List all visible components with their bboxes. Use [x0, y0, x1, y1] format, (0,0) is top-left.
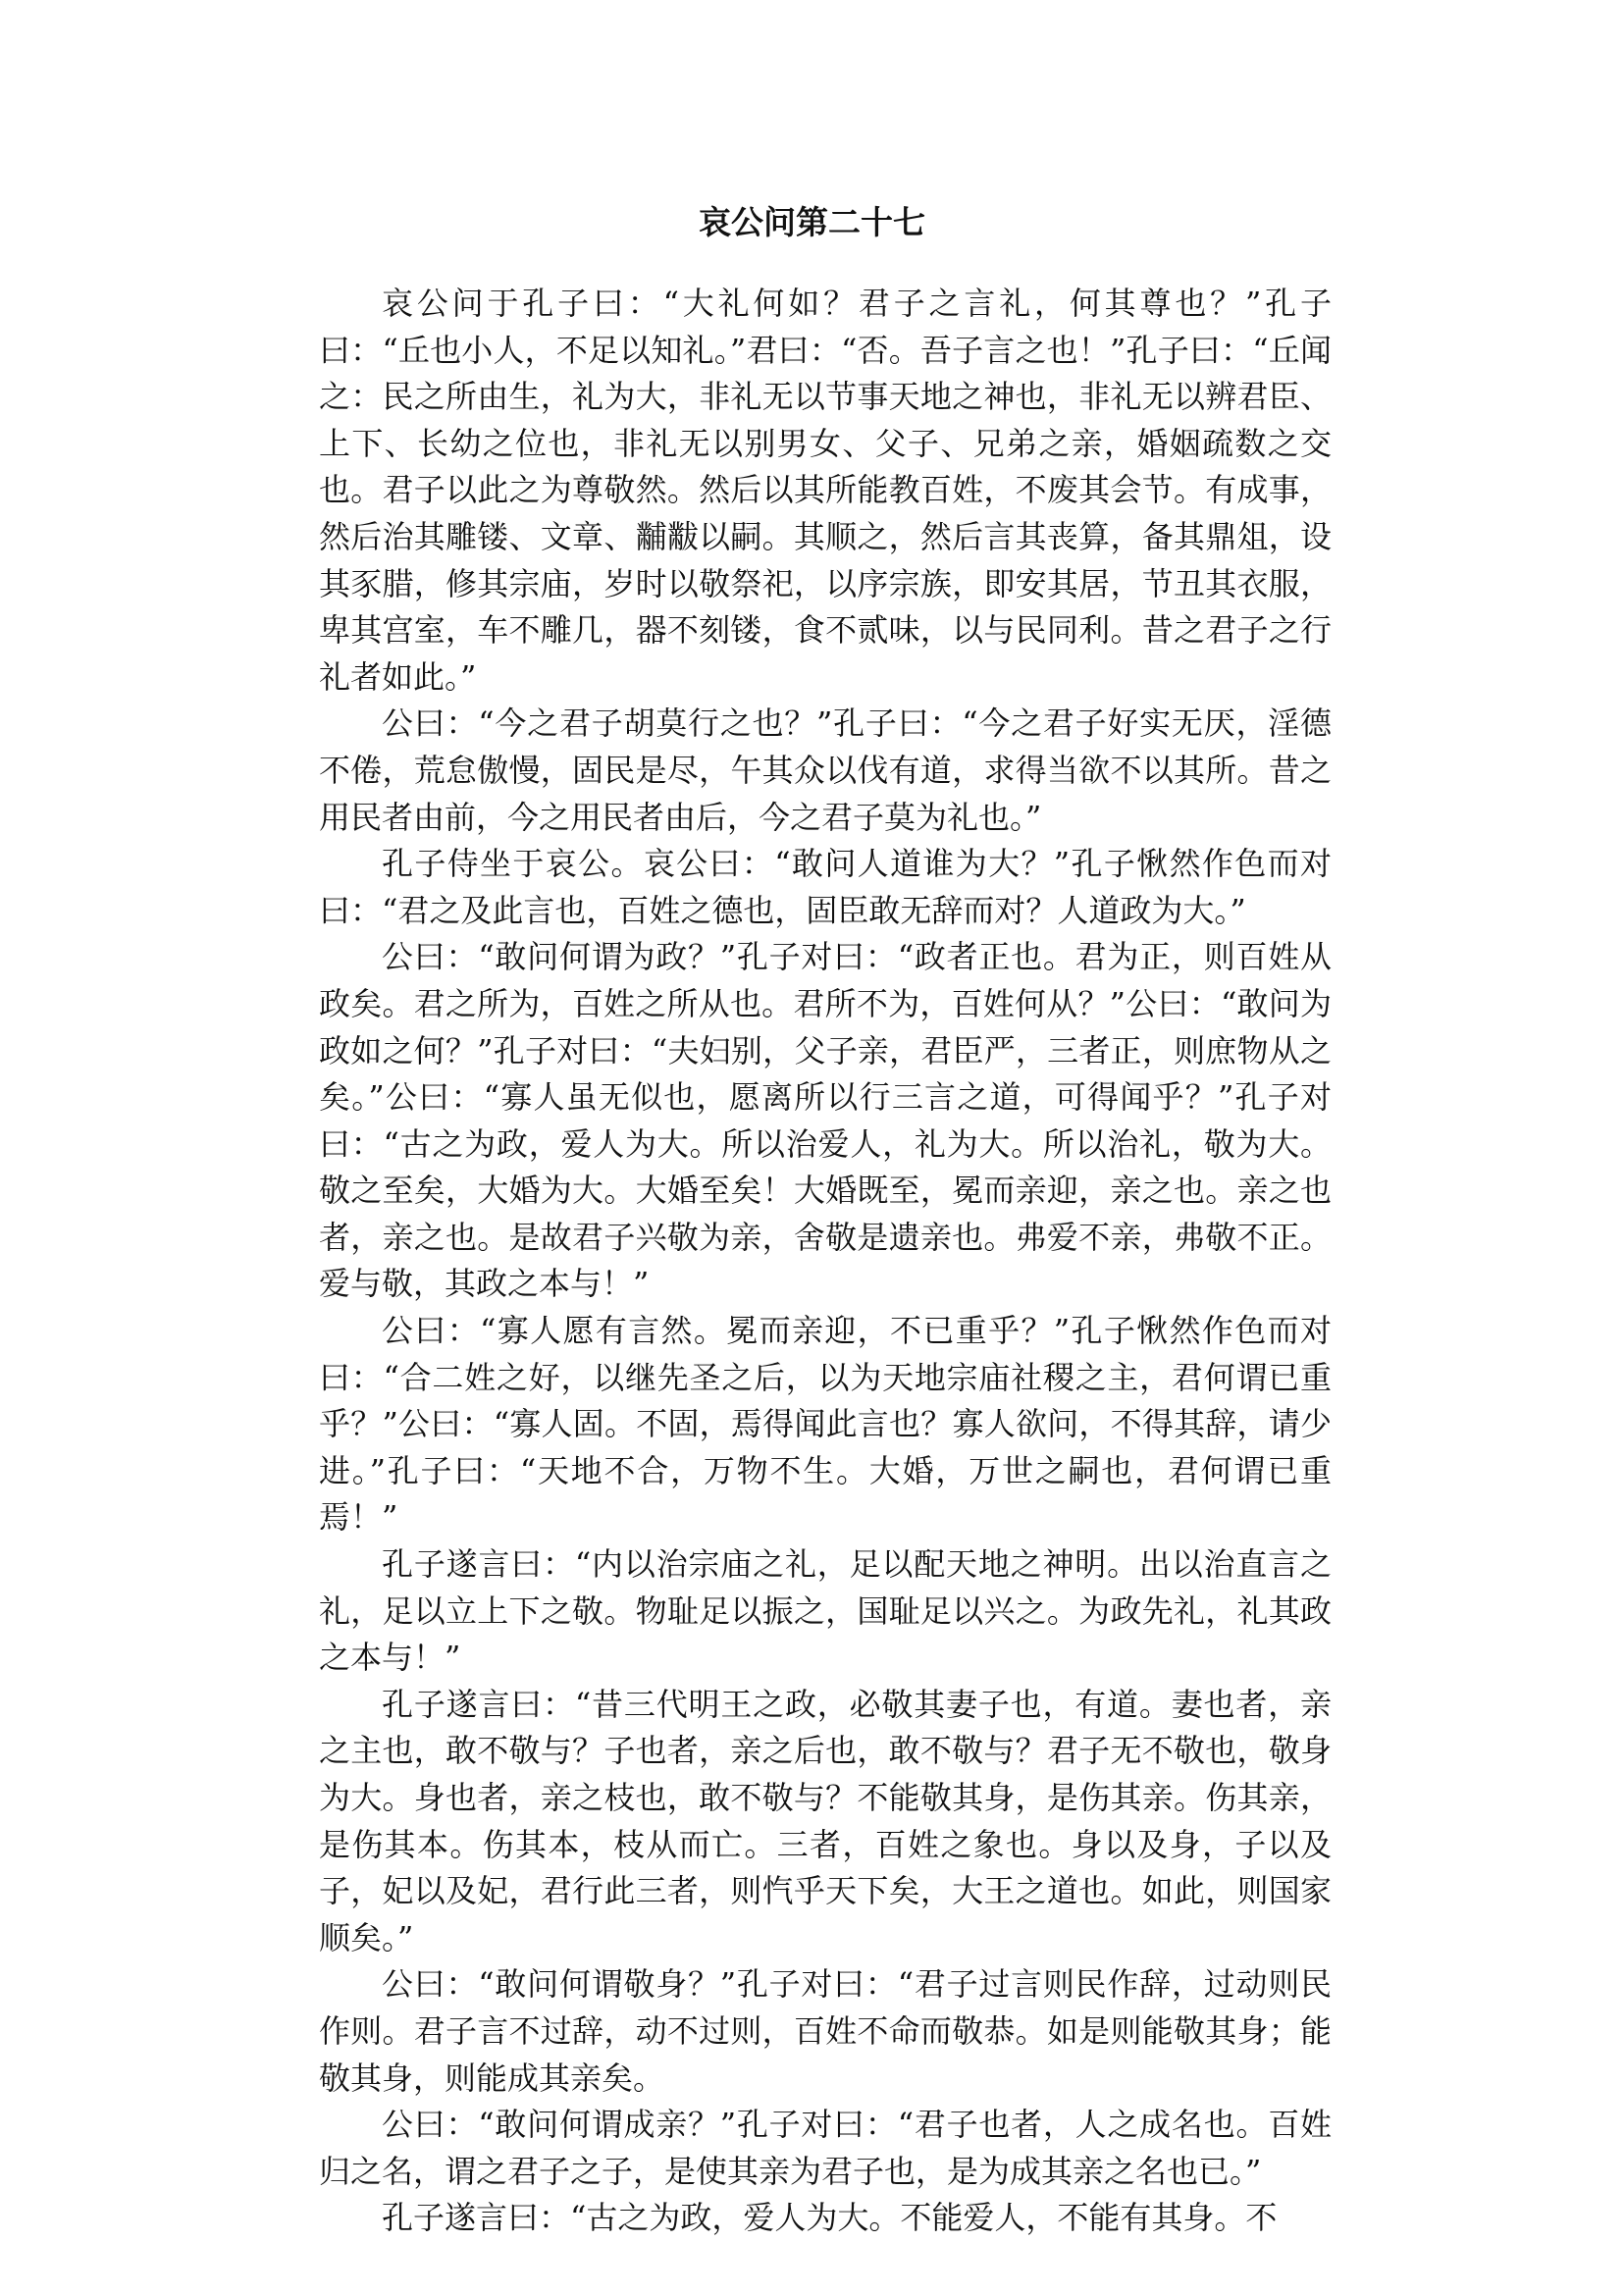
paragraph: 公曰：“今之君子胡莫行之也？”孔子曰：“今之君子好实无厌，淫德不倦，荒怠傲慢，固民是尽，午其众以伐有道，求得当欲不以其所。昔之用民者由前，今之用民者由后，今之君子莫为礼也。” [319, 704, 1332, 836]
paragraph: 哀公问于孔子曰：“大礼何如？君子之言礼，何其尊也？”孔子曰：“丘也小人，不足以知礼。”君曰：“否。吾子言之也！”孔子曰：“丘闻之：民之所由生，礼为大，非礼无以节事天地之神也，非礼无以辨君臣、上下、长幼之位也，非礼无以别男女、父子、兄弟之亲，婚姻疏数之交也。君子以此之为尊敬然。然后以其所能教百姓，不废其会节。有成事，然后治其雕镂、文章、黼黻以嗣。其顺之，然后言其丧算，备其鼎俎，设其豕腊，修其宗庙，岁时以敬祭祀，以序宗族，即安其居，节丑其衣服，卑其宫室，车不雕几，器不刻镂，食不贰味，以与民同利。昔之君子之行礼者如此。” [319, 285, 1332, 696]
paragraph: 孔子遂言曰：“内以治宗庙之礼，足以配天地之神明。出以治直言之礼，足以立上下之敬。物耻足以振之，国耻足以兴之。为政先礼，礼其政之本与！” [319, 1545, 1332, 1677]
document-body [319, 281, 1332, 2242]
paragraph: 公曰：“敢问何谓成亲？”孔子对曰：“君子也者，人之成名也。百姓归之名，谓之君子之子，是使其亲为君子也，是为成其亲之名也已。” [319, 2106, 1332, 2190]
paragraph: 公曰：“敢问何谓敬身？”孔子对曰：“君子过言则民作辞，过动则民作则。君子言不过辞，动不过则，百姓不命而敬恭。如是则能敬其身；能敬其身，则能成其亲矣。 [319, 1965, 1332, 2097]
paragraph: 孔子遂言曰：“古之为政，爱人为大。不能爱人，不能有其身。不 [382, 2199, 1278, 2237]
document-title: 哀公问第二十七 [699, 203, 925, 241]
paragraph: 公曰：“敢问何谓为政？”孔子对曰：“政者正也。君为正，则百姓从政矣。君之所为，百姓之所从也。君所不为，百姓何从？”公曰：“敢问为政如之何？”孔子对曰：“夫妇别，父子亲，君臣严，三者正，则庶物从之矣。”公曰：“寡人虽无似也，愿离所以行三言之道，可得闻乎？”孔子对曰：“古之为政，爱人为大。所以治爱人，礼为大。所以治礼，敬为大。敬之至矣，大婚为大。大婚至矣！大婚既至，冕而亲迎，亲之也。亲之也者，亲之也。是故君子兴敬为亲，舍敬是遗亲也。弗爱不亲，弗敬不正。爱与敬，其政之本与！” [319, 938, 1332, 1303]
paragraph: 孔子遂言曰：“昔三代明王之政，必敬其妻子也，有道。妻也者，亲之主也，敢不敬与？子也者，亲之后也，敢不敬与？君子无不敬也，敬身为大。身也者，亲之枝也，敢不敬与？不能敬其身，是伤其亲。伤其亲，是伤其本。伤其本，枝从而亡。三者，百姓之象也。身以及身，子以及子，妃以及妃，君行此三者，则忾乎天下矣，大王之道也。如此，则国家顺矣。” [319, 1685, 1332, 1956]
paragraph: 公曰：“寡人愿有言然。冕而亲迎，不已重乎？”孔子愀然作色而对曰：“合二姓之好，以继先圣之后，以为天地宗庙社稷之主，君何谓已重乎？”公曰：“寡人固。不固，焉得闻此言也？寡人欲问，不得其辞，请少进。”孔子曰：“天地不合，万物不生。大婚，万世之嗣也，君何谓已重焉！” [319, 1312, 1332, 1537]
paragraph: 孔子侍坐于哀公。哀公曰：“敢问人道谁为大？”孔子愀然作色而对曰：“君之及此言也，百姓之德也，固臣敢无辞而对？人道政为大。” [319, 845, 1332, 929]
